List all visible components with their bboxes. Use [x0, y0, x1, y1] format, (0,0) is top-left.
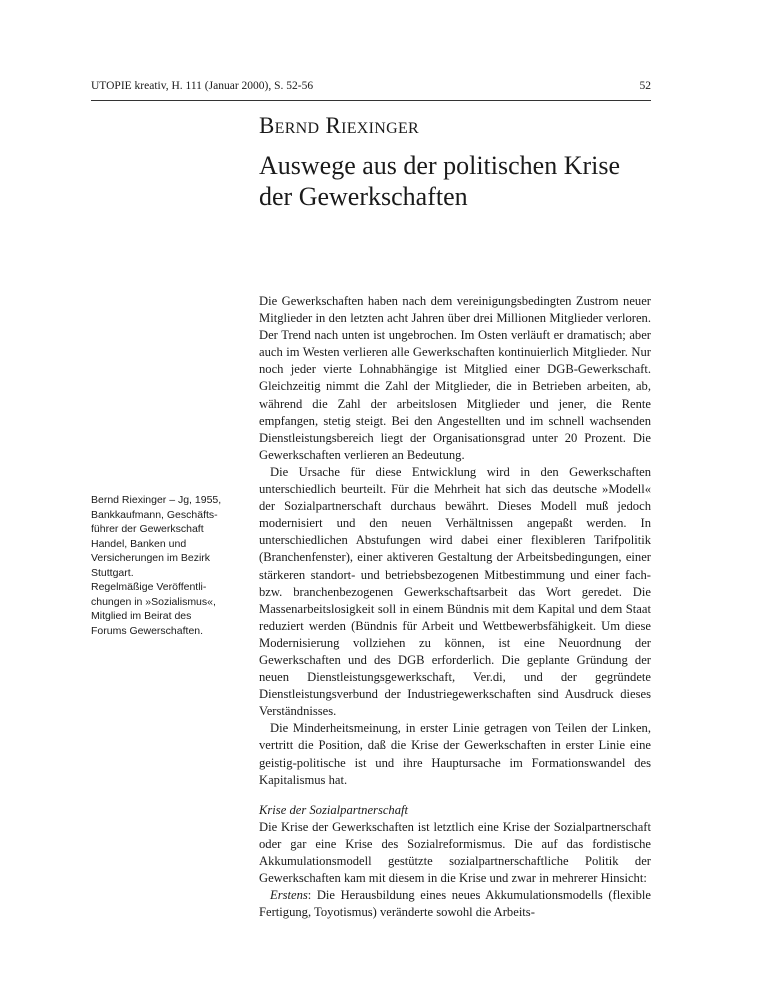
sidenote-line: Forums Gewerschaften.: [91, 624, 204, 637]
sidenote-line: Mitglied im Beirat des: [91, 610, 192, 622]
sidenote-line: chungen in »Sozialismus«,: [91, 595, 216, 608]
body-paragraph: Die Gewerkschaften haben nach dem vereinigungsbedingten Zustrom neuer Mitglieder in den letzten acht Jahren über drei Millionen Mitglieder verloren. Der Trend nach unten ist ungebrochen. Im Osten verläuft er dramatisch; aber auch im Westen verlieren alle Gewerkschaften kontinuierlich Mitglieder. Nur noch jeder vierte Lohnabhängige ist Mitglied einer DGB-Gewerkschaft. Gleichzeitig nimmt die Zahl der Mitglieder, die in Betrieben arbeiten, ab, während die Zahl der arbeitslosen Mitglieder und jener, die Rente empfangen, stetig steigt. Bei den Angestellten und im schnell wachsenden Dienstleistungsbereich liegt der Organisationsgrad unter 20 Prozent. Die Gewerkschaften verlieren an Bedeutung.: [259, 294, 651, 462]
title-line: Auswege aus der politischen Krise: [259, 151, 621, 180]
page-number: 52: [639, 80, 651, 92]
section-heading: Krise der Sozialpartnerschaft: [259, 802, 409, 817]
sidenote-line: Versicherungen im Bezirk: [91, 552, 211, 564]
body-paragraph: Die Minderheitsmeinung, in erster Linie getragen von Teilen der Linken, vertritt die Position, daß die Krise der Gewerkschaften in erster Linie eine geistig-politische ist und ihre Hauptursache im Formationswandel des Kapitalismus hat.: [259, 721, 651, 787]
header-rule: [91, 100, 651, 101]
sidenote-line: führer der Gewerkschaft: [91, 523, 204, 535]
body-paragraph: Die Krise der Gewerkschaften ist letztlich eine Krise der Sozialpartnerschaft oder gar eine Krise des Sozialreformismus. Die auf das fordistische Akkumulationsmodell gestützte sozialpartnerschaftliche Politik der Gewerkschaften kam mit diesem in die Krise und zwar in mehrerer Hinsicht:: [259, 819, 651, 886]
article-body: [259, 293, 651, 921]
running-header: [91, 80, 651, 100]
journal-citation: UTOPIE kreativ, H. 111 (Januar 2000), S. 52-56: [91, 80, 314, 92]
body-paragraph: [259, 887, 651, 921]
sidenote-line: Bernd Riexinger – Jg, 1955,: [91, 494, 222, 506]
article-author: Bernd Riexinger: [259, 113, 420, 138]
paragraph-text: : Die Herausbildung eines neues Akkumulationsmodells (flexible Fertigung, Toyotismus) veränderte sowohl die Arbeits-: [259, 888, 651, 920]
sidenote-line: Stuttgart.: [91, 566, 134, 579]
article-title: [259, 150, 679, 212]
sidenote-line: Bankkaufmann, Geschäfts-: [91, 508, 218, 521]
author-bio-sidenote: [91, 493, 251, 638]
sidenote-line: Handel, Banken und: [91, 537, 187, 550]
sidenote-line: Regelmäßige Veröffentli-: [91, 581, 207, 593]
body-paragraph: Die Ursache für diese Entwicklung wird in den Gewerkschaften unterschiedlich beurteilt. Für die Mehrheit hat sich das deutsche »Modell« der Sozialpartnerschaft durchaus bewährt. Dieses Modell muß jedoch modernisiert und den neuen Verhältnissen angepaßt werden. In unterschiedlichen Abstufungen wird dabei einer flexibleren Tarifpolitik (Branchenfenster), einer aktiveren Gestaltung der Arbeitsbedingungen, einer stärkeren standort- und betriebsbezogenen Mitbestimmung und einer fach- bzw. branchenbezogenen Gewerkschaftsarbeit das Wort geredet. Die Massenarbeitslosigkeit soll in einem Bündnis mit dem Kapital und dem Staat reduziert werden (Bündnis für Arbeit und Wettbewerbsfähigkeit. Um diese Modernisierung vollziehen zu können, ist eine Neuordnung der Gewerkschaften und des DGB erforderlich. Die geplante Gründung der neuen Dienstleistungsgewerkschaft, Ver.di, und der gegründete Dienstleistungsverbund der Industriegewerkschaften sind Ausdruck dieses Verständnisses.: [259, 464, 651, 719]
emphasis-lead: Erstens: [270, 888, 308, 903]
title-line: der Gewerkschaften: [259, 182, 468, 211]
